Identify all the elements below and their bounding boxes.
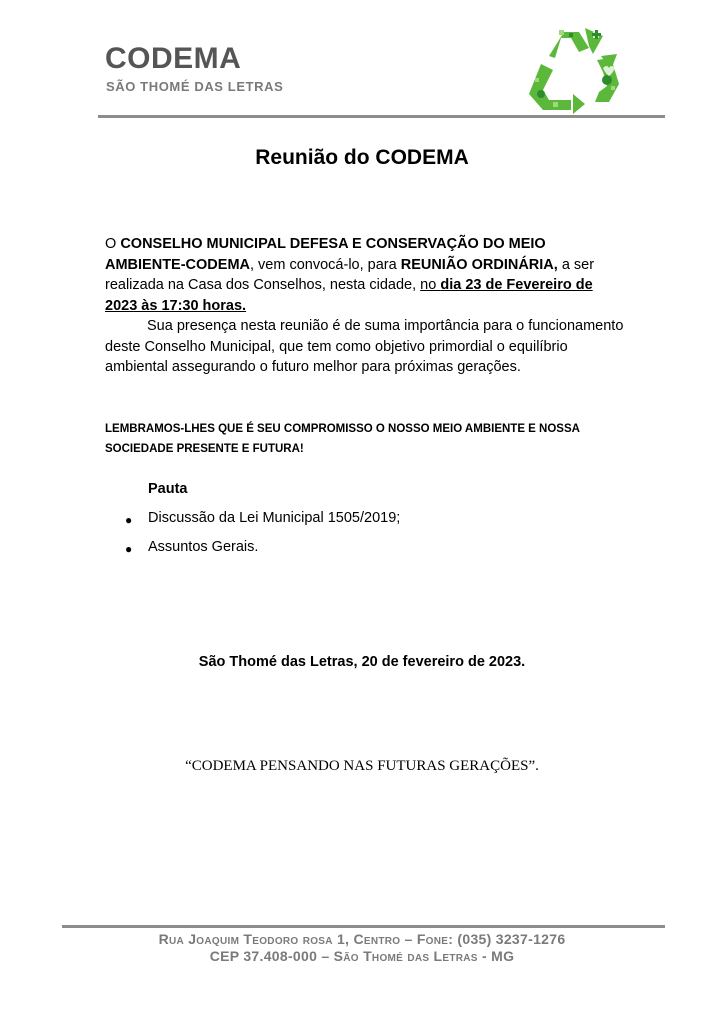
footer-postal: CEP 37.408-000 – São Thomé das Letras - MG (209, 948, 515, 964)
text-run: O (105, 236, 121, 252)
footer-address: Rua Joaquim Teodoro rosa 1, Centro – Fone: (035) 3237-1276 (158, 931, 566, 947)
recycle-logo-icon (519, 24, 623, 114)
recycle-arrow-left (529, 64, 585, 114)
council-name: CONSELHO MUNICIPAL DEFESA E CONSERVAÇÃO DO MEIO AMBIENTE-CODEMA (105, 236, 546, 273)
place-and-date: São Thomé das Letras, 20 de fevereiro de 2023. (198, 654, 526, 670)
agenda-item (120, 537, 400, 566)
agenda-list (120, 508, 400, 566)
header-divider (98, 115, 665, 118)
text-run: a ser realizada na Casa dos Conselhos, nesta cidade, (105, 256, 595, 293)
convocation-text (105, 234, 625, 378)
agenda-title: Pauta (148, 481, 188, 497)
page-title: Reunião do CODEMA (255, 146, 469, 169)
footer-divider (62, 925, 665, 928)
text-run-underlined: no (420, 277, 441, 293)
recycle-arrow-right (595, 54, 619, 102)
text-run: , vem convocá-lo, para (250, 256, 401, 273)
agenda-item (120, 508, 400, 537)
commitment-notice: LEMBRAMOS-LHES QUE É SEU COMPROMISSO O NOSSO MEIO AMBIENTE E NOSSA SOCIEDADE PRESENTE E FUTURA! (105, 423, 580, 455)
importance-paragraph: Sua presença nesta reunião é de suma importância para o funcionamento deste Conselho Municipal, que tem como objetivo primordial o equilíbrio ambiental assegurando o futuro melhor para próximas gerações. (105, 318, 624, 375)
convocation-paragraph (105, 234, 625, 316)
agenda-item-text: Assuntos Gerais. (148, 539, 259, 555)
meeting-datetime: dia 23 de Fevereiro de 2023 às 17:30 horas. (105, 277, 593, 314)
meeting-type: REUNIÃO ORDINÁRIA, (400, 256, 558, 273)
org-name: CODEMA (105, 42, 242, 75)
bullet-icon: ● (125, 542, 133, 556)
motto: “CODEMA PENSANDO NAS FUTURAS GERAÇÕES”. (185, 758, 539, 774)
agenda-item-text: Discussão da Lei Municipal 1505/2019; (148, 510, 401, 526)
recycle-arrow-top (549, 28, 603, 58)
org-city: SÃO THOMÉ DAS LETRAS (106, 79, 284, 94)
bullet-icon: ● (125, 513, 133, 527)
